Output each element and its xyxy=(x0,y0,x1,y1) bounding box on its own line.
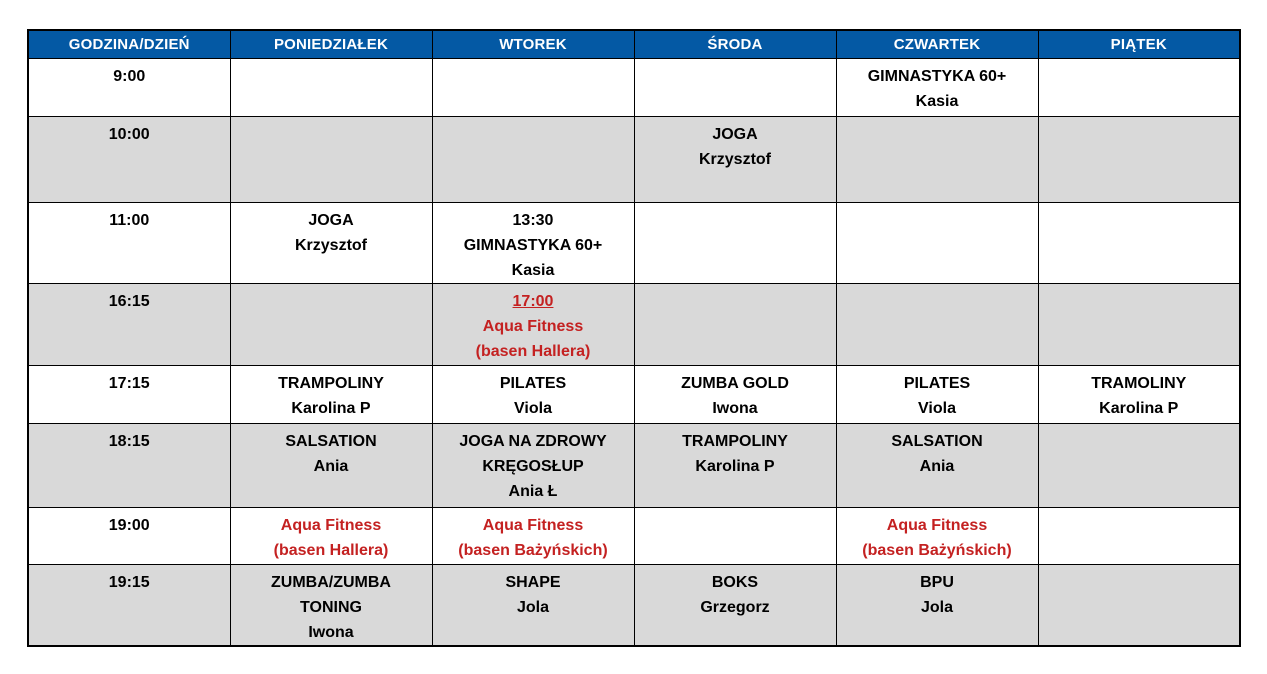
class-cell xyxy=(432,283,634,365)
schedule-table-wrap xyxy=(27,29,1241,647)
class-line: Jola xyxy=(920,598,953,616)
class-line: (basen Bażyńskich) xyxy=(458,541,608,559)
class-cell xyxy=(634,423,836,507)
class-cell xyxy=(432,507,634,564)
class-line: SALSATION xyxy=(891,432,983,450)
class-line: JOGA NA ZDROWY xyxy=(459,432,607,450)
class-line: Ania xyxy=(919,457,955,475)
class-line: PILATES xyxy=(499,374,567,392)
class-cell xyxy=(230,564,432,646)
class-cell xyxy=(1038,423,1240,507)
class-cell xyxy=(432,116,634,202)
class-line: Kasia xyxy=(915,92,959,110)
class-line: Karolina P xyxy=(1099,399,1179,417)
class-line: Krzysztof xyxy=(294,236,367,254)
class-cell xyxy=(230,423,432,507)
time-cell: 11:00 xyxy=(28,202,230,283)
class-cell xyxy=(836,365,1038,423)
schedule-row xyxy=(28,564,1240,646)
header-cell-wtorek: WTOREK xyxy=(432,30,634,58)
class-line: JOGA xyxy=(712,125,758,143)
class-cell xyxy=(836,58,1038,116)
class-cell xyxy=(230,116,432,202)
time-cell: 18:15 xyxy=(28,423,230,507)
class-cell xyxy=(634,58,836,116)
class-line: Aqua Fitness xyxy=(280,516,382,534)
class-line: Krzysztof xyxy=(698,150,771,168)
class-line: Aqua Fitness xyxy=(482,516,584,534)
class-cell xyxy=(634,564,836,646)
class-line: Ania Ł xyxy=(508,482,558,500)
time-cell: 9:00 xyxy=(28,58,230,116)
class-line: Grzegorz xyxy=(700,598,770,616)
class-line: (basen Bażyńskich) xyxy=(862,541,1012,559)
header-row xyxy=(28,30,1240,58)
class-cell xyxy=(1038,283,1240,365)
class-line: JOGA xyxy=(308,211,354,229)
header-cell-piatek: PIĄTEK xyxy=(1038,30,1240,58)
class-line: Karolina P xyxy=(695,457,775,475)
class-line: ZUMBA/ZUMBA xyxy=(271,573,391,591)
class-line: TRAMPOLINY xyxy=(278,374,384,392)
class-cell xyxy=(432,423,634,507)
header-cell-czwartek: CZWARTEK xyxy=(836,30,1038,58)
time-cell: 16:15 xyxy=(28,283,230,365)
schedule-row xyxy=(28,116,1240,202)
schedule-table xyxy=(27,29,1241,647)
schedule-row xyxy=(28,365,1240,423)
class-cell xyxy=(634,202,836,283)
class-cell xyxy=(230,507,432,564)
class-line: GIMNASTYKA 60+ xyxy=(463,236,603,254)
class-cell xyxy=(836,116,1038,202)
class-line: Karolina P xyxy=(291,399,371,417)
class-line: ZUMBA GOLD xyxy=(681,374,789,392)
class-line: (basen Hallera) xyxy=(273,541,389,559)
time-cell: 19:15 xyxy=(28,564,230,646)
schedule-row xyxy=(28,58,1240,116)
header-cell-sroda: ŚRODA xyxy=(634,30,836,58)
class-line: Iwona xyxy=(712,399,758,417)
class-line: Kasia xyxy=(511,261,555,279)
class-line: SALSATION xyxy=(285,432,377,450)
class-line: BPU xyxy=(920,573,954,591)
schedule-row xyxy=(28,283,1240,365)
schedule-header xyxy=(28,30,1240,58)
class-cell xyxy=(836,564,1038,646)
class-line: Viola xyxy=(514,399,552,417)
class-line: SHAPE xyxy=(505,573,561,591)
class-line: Jola xyxy=(516,598,549,616)
class-cell xyxy=(1038,58,1240,116)
class-line: Iwona xyxy=(308,623,354,641)
class-cell xyxy=(432,365,634,423)
class-line: TRAMOLINY xyxy=(1091,374,1187,392)
class-cell xyxy=(634,116,836,202)
header-cell-poniedzialek: PONIEDZIAŁEK xyxy=(230,30,432,58)
class-line: GIMNASTYKA 60+ xyxy=(867,67,1007,85)
class-line: 17:00 xyxy=(512,292,554,310)
class-cell xyxy=(1038,365,1240,423)
class-cell xyxy=(230,202,432,283)
class-cell xyxy=(230,283,432,365)
class-cell xyxy=(1038,564,1240,646)
class-cell xyxy=(634,365,836,423)
class-line: TRAMPOLINY xyxy=(682,432,788,450)
class-cell xyxy=(1038,507,1240,564)
class-line: BOKS xyxy=(711,573,759,591)
class-cell xyxy=(1038,202,1240,283)
class-cell xyxy=(432,202,634,283)
class-cell xyxy=(634,507,836,564)
time-cell: 10:00 xyxy=(28,116,230,202)
class-line: Viola xyxy=(918,399,956,417)
class-cell xyxy=(432,564,634,646)
time-cell: 19:00 xyxy=(28,507,230,564)
class-line: (basen Hallera) xyxy=(475,342,591,360)
class-cell xyxy=(836,202,1038,283)
class-line: PILATES xyxy=(903,374,971,392)
class-line: Aqua Fitness xyxy=(886,516,988,534)
schedule-row xyxy=(28,507,1240,564)
class-cell xyxy=(1038,116,1240,202)
class-cell xyxy=(836,423,1038,507)
schedule-row xyxy=(28,202,1240,283)
class-cell xyxy=(230,365,432,423)
class-cell xyxy=(432,58,634,116)
class-line: Ania xyxy=(313,457,349,475)
class-line: 13:30 xyxy=(512,211,554,229)
schedule-body xyxy=(28,58,1240,646)
class-line: TONING xyxy=(300,598,362,616)
class-line: KRĘGOSŁUP xyxy=(482,457,584,475)
class-cell xyxy=(230,58,432,116)
class-cell xyxy=(836,283,1038,365)
class-line: Aqua Fitness xyxy=(482,317,584,335)
schedule-row xyxy=(28,423,1240,507)
class-cell xyxy=(836,507,1038,564)
class-cell xyxy=(634,283,836,365)
time-cell: 17:15 xyxy=(28,365,230,423)
header-cell-godzina-dzien: GODZINA/DZIEŃ xyxy=(28,30,230,58)
